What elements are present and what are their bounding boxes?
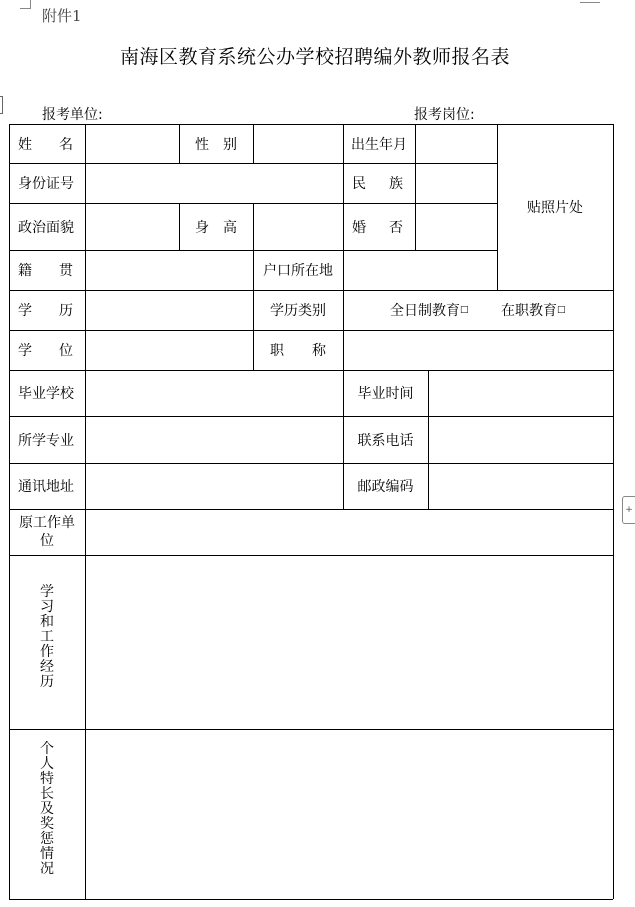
inservice-option[interactable]: 在职教育 □ — [501, 303, 566, 319]
former-unit-label: 原工作单位 — [19, 515, 75, 549]
education-label: 学 历 — [18, 303, 73, 319]
school-label: 毕业学校 — [18, 386, 74, 402]
crop-mark — [580, 0, 600, 3]
school-input[interactable] — [86, 371, 343, 416]
specialty-input[interactable] — [86, 730, 613, 899]
ethnicity-input[interactable] — [416, 164, 497, 203]
ethnicity-label: 民 族 — [352, 176, 403, 192]
grad-time-input[interactable] — [429, 371, 613, 416]
hukou-label: 户口所在地 — [263, 263, 333, 279]
phone-label: 联系电话 — [357, 432, 414, 449]
marital-input[interactable] — [416, 204, 497, 250]
phone-input[interactable] — [429, 417, 613, 463]
id-number-input[interactable] — [86, 164, 343, 203]
page-title: 南海区教育系统公办学校招聘编外教师报名表 — [119, 46, 510, 68]
name-label: 姓 名 — [18, 136, 73, 153]
degree-input[interactable] — [86, 331, 253, 370]
major-input[interactable] — [86, 417, 343, 463]
birth-label: 出生年月 — [351, 136, 407, 153]
political-status-label: 政治面貌 — [18, 219, 74, 236]
attachment-label: 附件1 — [42, 7, 82, 25]
apply-unit-label: 报考单位: — [42, 107, 103, 123]
origin-input[interactable] — [86, 251, 253, 290]
hukou-input[interactable] — [344, 251, 497, 290]
checkbox-icon[interactable]: □ — [460, 305, 469, 315]
postcode-label: 邮政编码 — [357, 479, 414, 495]
edu-type-label: 学历类别 — [270, 303, 326, 319]
degree-label: 学 位 — [18, 343, 73, 359]
birth-input[interactable] — [416, 125, 497, 163]
name-input[interactable] — [86, 125, 179, 163]
political-status-input[interactable] — [86, 204, 179, 250]
marital-label: 婚 否 — [352, 219, 403, 236]
checkbox-icon[interactable]: □ — [557, 305, 566, 315]
gender-input[interactable] — [254, 125, 343, 163]
address-input[interactable] — [86, 464, 343, 509]
height-label: 身 高 — [195, 219, 237, 236]
gender-label: 性 别 — [195, 136, 237, 153]
specialty-label: 个人特长及奖惩情况 — [40, 741, 54, 877]
id-number-label: 身份证号 — [18, 176, 74, 192]
title-rank-input[interactable] — [344, 331, 613, 370]
origin-label: 籍 贯 — [18, 263, 73, 279]
former-unit-input[interactable] — [86, 510, 613, 555]
education-input[interactable] — [86, 291, 253, 330]
postcode-input[interactable] — [429, 464, 613, 509]
history-input[interactable] — [86, 556, 613, 729]
fulltime-option[interactable]: 全日制教育 □ — [390, 303, 469, 319]
major-label: 所学专业 — [18, 432, 74, 449]
history-label: 学习和工作经历 — [40, 584, 54, 690]
photo-placeholder[interactable]: 贴照片处 — [527, 200, 583, 216]
crop-mark — [20, 0, 31, 9]
apply-post-label: 报考岗位: — [414, 107, 475, 123]
margin-bracket — [0, 96, 3, 114]
address-label: 通讯地址 — [18, 479, 74, 495]
height-input[interactable] — [254, 204, 343, 250]
plus-icon[interactable]: + — [622, 496, 635, 524]
title-rank-label: 职 称 — [270, 343, 326, 359]
grad-time-label: 毕业时间 — [357, 386, 414, 402]
